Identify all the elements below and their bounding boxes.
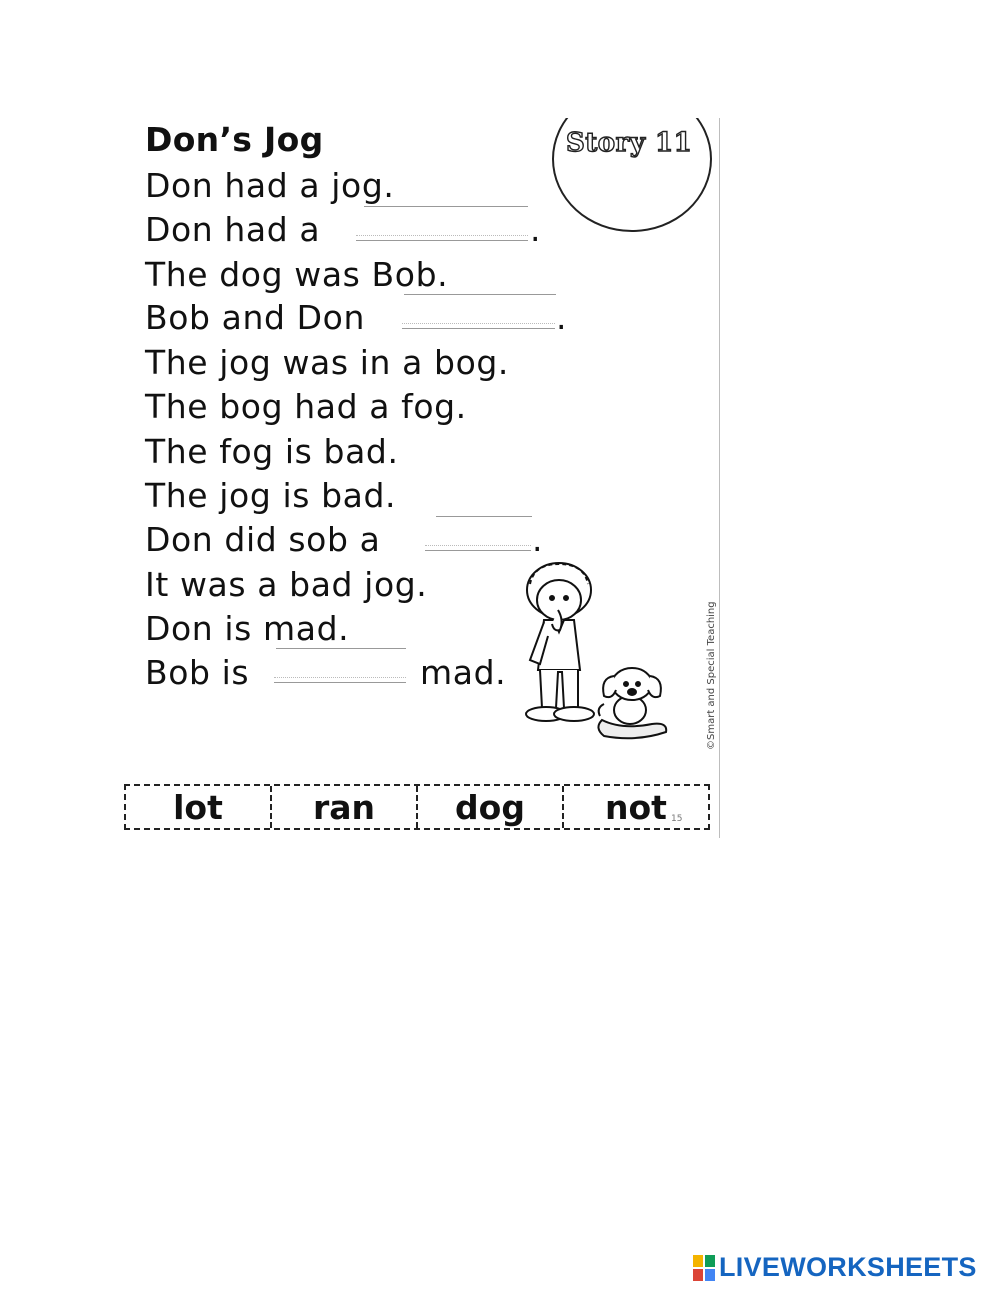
line-4-period: . [556,298,568,337]
answer-blank-2[interactable] [356,240,528,241]
story-line-7: The fog is bad. [145,432,399,471]
story-line-6: The bog had a fog. [145,387,467,426]
story-line-8: The jog is bad. [145,476,397,515]
story-line-5: The jog was in a bog. [145,343,510,382]
answer-blank-7[interactable] [276,648,406,649]
liveworksheets-icon [693,1255,715,1281]
boy-illustration [518,560,600,726]
story-line-11: Don is mad. [145,609,350,648]
story-badge-circle [552,86,712,232]
story-line-12: Bob is [145,653,250,692]
word-bank-card-dog[interactable]: dog [418,786,564,828]
story-line-3: The dog was Bob. [145,255,449,294]
answer-blank-3[interactable] [404,294,556,295]
answer-blank-8[interactable] [274,682,406,683]
line-9-period: . [532,520,544,559]
answer-blank-4[interactable] [402,328,555,329]
page-border [719,118,720,838]
story-badge: Story 11 [566,128,693,158]
word-bank-card-ran[interactable]: ran [272,786,418,828]
word-bank-card-lot[interactable]: lot [126,786,272,828]
answer-blank-1[interactable] [364,206,528,207]
word-bank [124,784,710,830]
line-2-period: . [530,210,542,249]
liveworksheets-logo[interactable] [693,1252,977,1283]
page-number: 15 [671,814,683,824]
copyright-text: ©Smart and Special Teaching [706,601,717,750]
story-line-9: Don did sob a [145,520,381,559]
story-line-1: Don had a jog. [145,166,395,205]
liveworksheets-wordmark: LIVEWORKSHEETS [719,1252,977,1282]
word-bank-card-not[interactable]: not [605,787,667,827]
line-12-ending: mad. [420,653,507,692]
answer-blank-5[interactable] [436,516,532,517]
puppy-illustration [594,662,670,742]
answer-blank-6[interactable] [425,550,531,551]
story-line-10: It was a bad jog. [145,565,428,604]
story-line-2: Don had a [145,210,321,249]
story-title: Don’s Jog [145,120,324,159]
story-line-4: Bob and Don [145,298,365,337]
